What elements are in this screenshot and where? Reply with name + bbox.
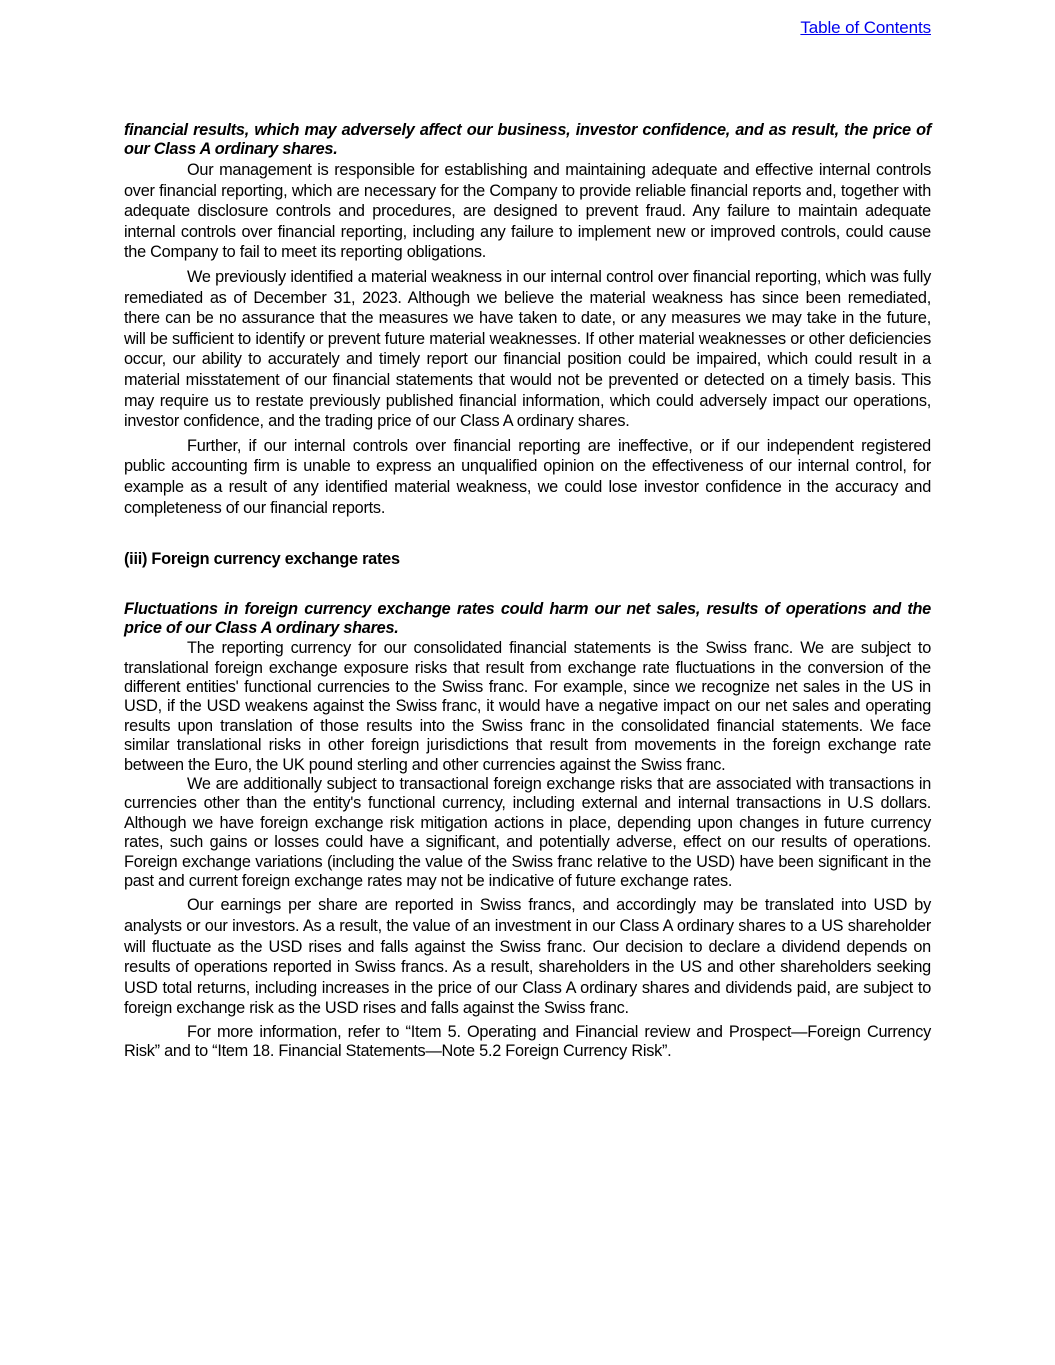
- paragraph-earnings-per-share: Our earnings per share are reported in Swiss francs, and accordingly may be translated into USD by analysts or our investors. As a result, the value of an investment in our Class A ordinary shares to a US shareholder will fluctuate as the USD rises and falls against the Swiss franc. Our decision to declare a dividend depends on results of operations reported in Swiss francs. As a result, shareholders in the US and other shareholders seeking USD total returns, including increases in the price of our Class A ordinary shares and dividends paid, are subject to foreign exchange risk as the USD rises and falls against the Swiss franc.: [124, 896, 931, 1018]
- risk-factor-heading-internal-controls: financial results, which may adversely affect our business, investor confidence, and as result, the price of our Class A ordinary shares.: [124, 121, 931, 158]
- paragraph-more-information: For more information, refer to “Item 5. Operating and Financial review and Prospect—Foreign Currency Risk” and to “Item 18. Financial Statements—Note 5.2 Foreign Currency Risk”.: [124, 1022, 931, 1061]
- document-body: [124, 121, 931, 1062]
- paragraph-material-weakness: We previously identified a material weakness in our internal control over financial reporting, which was fully remediated as of December 31, 2023. Although we believe the material weakness has since been remediated, there can be no assurance that the measures we have taken to date, or any measures we may take in the future, will be sufficient to identify or prevent future material weaknesses. If other material weaknesses or other deficiencies occur, our ability to accurately and timely report our financial position could be impaired, which could result in a material misstatement of our financial statements that would not be prevented or detected on a timely basis. This may require us to restate previously published financial information, which could adversely impact our operations, investor confidence, and the trading price of our Class A ordinary shares.: [124, 267, 931, 431]
- section-heading-foreign-currency: (iii) Foreign currency exchange rates: [124, 550, 400, 569]
- risk-factor-heading-currency-fluctuations: Fluctuations in foreign currency exchange rates could harm our net sales, results of operations and the price of our Class A ordinary shares.: [124, 600, 931, 638]
- paragraph-transactional-risks: We are additionally subject to transactional foreign exchange risks that are associated with transactions in currencies other than the entity's functional currency, including external and internal transactions in U.S dollars. Although we have foreign exchange risk mitigation actions in place, depending upon changes in future currency rates, such gains or losses could have a significant, and potentially adverse, effect on our results of operations. Foreign exchange variations (including the value of the Swiss franc relative to the USD) have been significant in the past and current foreign exchange rates may not be indicative of future exchange rates.: [124, 774, 931, 890]
- paragraph-ineffective-controls: Further, if our internal controls over financial reporting are ineffective, or if our independent registered public accounting firm is unable to express an unqualified opinion on the effectiveness of our internal control, for example as a result of any identified material weakness, we could lose investor confidence in the accuracy and completeness of our financial reports.: [124, 436, 931, 517]
- paragraph-management-responsibility: Our management is responsible for establishing and maintaining adequate and effective internal controls over financial reporting, which are necessary for the Company to provide reliable financial reports and, together with adequate disclosure controls and procedures, are designed to prevent fraud. Any failure to maintain adequate internal controls over financial reporting, including any failure to implement new or improved controls, could cause the Company to fail to meet its reporting obligations.: [124, 161, 931, 262]
- table-of-contents-link[interactable]: Table of Contents: [800, 18, 931, 37]
- paragraph-reporting-currency: The reporting currency for our consolidated financial statements is the Swiss franc. We are subject to translational foreign exchange exposure risks that result from exchange rate fluctuations in the conversion of the different entities' functional currencies to the Swiss franc. For example, since we recognize net sales in the US in USD, if the USD weakens against the Swiss franc, it would have a negative impact on our net sales and operating results upon translation of those results into the Swiss franc in the consolidated financial statements. We face similar translational risks in other foreign jurisdictions that result from movements in the foreign exchange rate between the Euro, the UK pound sterling and other currencies against the Swiss franc.: [124, 639, 931, 774]
